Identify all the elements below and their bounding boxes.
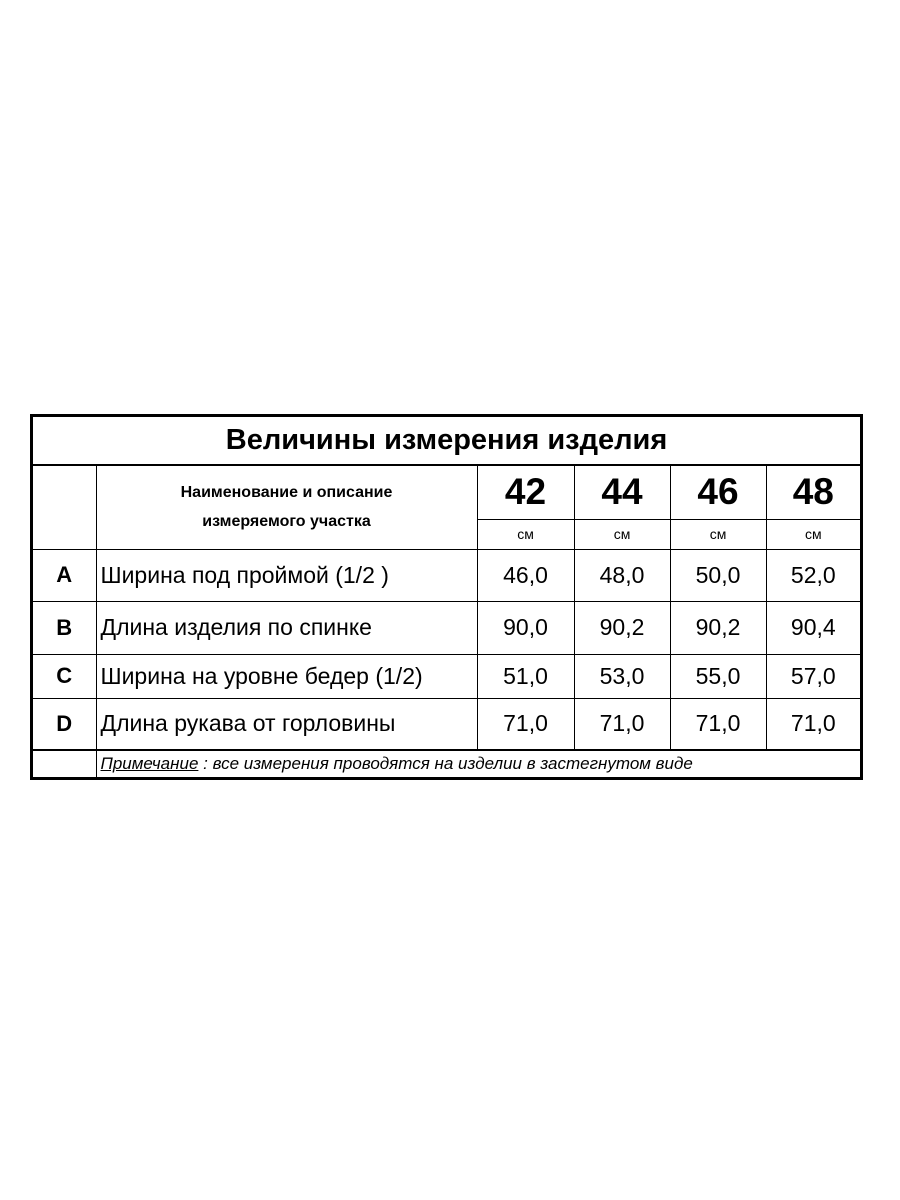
measurement-value: 53,0	[574, 654, 670, 698]
unit-label: см	[670, 519, 766, 549]
measurement-value: 57,0	[766, 654, 860, 698]
table-row	[33, 549, 860, 601]
row-description: Ширина на уровне бедер (1/2)	[96, 654, 477, 698]
description-header-line2: измеряемого участка	[202, 513, 371, 531]
corner-cell	[33, 465, 96, 549]
table-title: Величины измерения изделия	[33, 417, 860, 465]
size-header: 46	[670, 465, 766, 519]
row-description: Ширина под проймой (1/2 )	[96, 549, 477, 601]
measurement-value: 50,0	[670, 549, 766, 601]
measurement-value: 51,0	[477, 654, 574, 698]
measurement-value: 71,0	[670, 698, 766, 750]
measurement-value: 90,2	[670, 601, 766, 654]
measurement-value: 55,0	[670, 654, 766, 698]
description-header	[96, 465, 477, 549]
row-description: Длина изделия по спинке	[96, 601, 477, 654]
row-letter: B	[33, 601, 96, 654]
note-spacer	[33, 750, 96, 777]
row-letter: A	[33, 549, 96, 601]
measurement-value: 52,0	[766, 549, 860, 601]
measurement-value: 48,0	[574, 549, 670, 601]
measurement-value: 46,0	[477, 549, 574, 601]
measurement-value: 71,0	[477, 698, 574, 750]
unit-label: см	[477, 519, 574, 549]
measurement-value: 90,0	[477, 601, 574, 654]
unit-label: см	[766, 519, 860, 549]
row-letter: D	[33, 698, 96, 750]
row-letter: C	[33, 654, 96, 698]
unit-label: см	[574, 519, 670, 549]
table-note	[96, 750, 860, 777]
measurement-value: 71,0	[574, 698, 670, 750]
row-description: Длина рукава от горловины	[96, 698, 477, 750]
measurement-value: 90,4	[766, 601, 860, 654]
size-header: 44	[574, 465, 670, 519]
description-header-line1: Наименование и описание	[180, 484, 393, 502]
size-chart-frame	[30, 414, 863, 780]
table-row	[33, 601, 860, 654]
size-header: 42	[477, 465, 574, 519]
note-label: Примечание	[100, 754, 199, 773]
note-text: : все измерения проводятся на изделии в застегнутом виде	[198, 754, 693, 773]
size-chart-table	[33, 417, 860, 777]
table-row	[33, 654, 860, 698]
size-header: 48	[766, 465, 860, 519]
measurement-value: 90,2	[574, 601, 670, 654]
table-row	[33, 698, 860, 750]
measurement-value: 71,0	[766, 698, 860, 750]
